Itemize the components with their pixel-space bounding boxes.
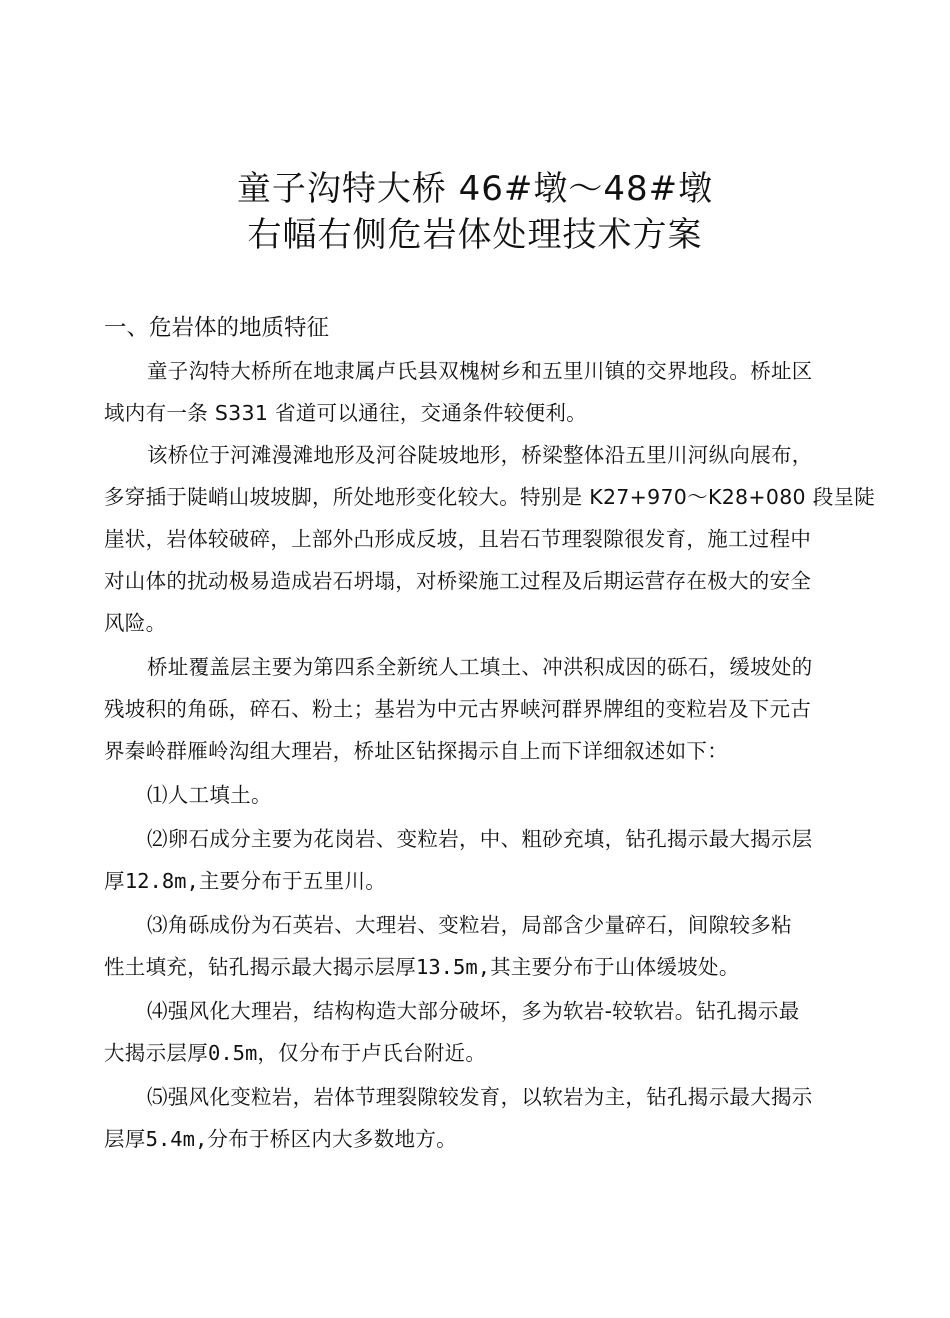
list-item-2-line-2 <box>104 867 386 895</box>
paragraph-2-line-2: 多穿插于陡峭山坡坡脚，所处地形变化较大。特别是 K27+970～K28+080 段呈陡 <box>104 485 876 509</box>
list-item-2-text-a: 厚 <box>104 869 125 893</box>
document-title-line-1: 童子沟特大桥 46#墩～48#墩 <box>236 169 714 209</box>
list-item-4-value: 0.5m <box>208 1041 258 1065</box>
paragraph-2-line-5: 风险。 <box>104 611 167 635</box>
list-item-3-line-1: ⑶角砾成份为石英岩、大理岩、变粒岩，局部含少量碎石，间隙较多粘 <box>147 913 792 937</box>
list-item-4-line-1: ⑷强风化大理岩，结构构造大部分破坏，多为软岩-较软岩。钻孔揭示最 <box>147 999 800 1023</box>
list-item-1: ⑴人工填土。 <box>147 783 272 807</box>
list-item-3-value: 13.5m, <box>416 955 491 979</box>
section-heading: 一、危岩体的地质特征 <box>104 315 330 341</box>
paragraph-3-line-2: 残坡积的角砾，碎石、粉土；基岩为中元古界峡河群界牌组的变粒岩及下元古 <box>104 697 812 721</box>
paragraph-3-line-1: 桥址覆盖层主要为第四系全新统人工填土、冲洪积成因的砾石，缓坡处的 <box>147 655 813 679</box>
list-item-5-line-2 <box>104 1125 457 1153</box>
list-item-2-value: 12.8m, <box>124 869 199 893</box>
list-item-3-line-2 <box>104 953 740 981</box>
list-item-5-line-1: ⑸强风化变粒岩，岩体节理裂隙较发育，以软岩为主，钻孔揭示最大揭示 <box>147 1085 813 1109</box>
document-title-line-2: 右幅右侧危岩体处理技术方案 <box>247 215 703 255</box>
list-item-5-text-a: 层厚 <box>104 1127 146 1151</box>
list-item-3-text-b: 其主要分布于山体缓坡处。 <box>490 955 740 979</box>
list-item-4-text-b: ，仅分布于卢氏台附近。 <box>257 1041 487 1065</box>
paragraph-1-line-2: 域内有一条 S331 省道可以通往，交通条件较便利。 <box>104 401 587 425</box>
list-item-5-value: 5.4m, <box>145 1127 208 1151</box>
paragraph-2-line-1: 该桥位于河滩漫滩地形及河谷陡坡地形，桥梁整体沿五里川河纵向展布， <box>147 443 813 467</box>
paragraph-1-line-1: 童子沟特大桥所在地隶属卢氏县双槐树乡和五里川镇的交界地段。桥址区 <box>147 359 813 383</box>
paragraph-2-line-4: 对山体的扰动极易造成岩石坍塌，对桥梁施工过程及后期运营存在极大的安全 <box>104 569 812 593</box>
list-item-2-text-b: 主要分布于五里川。 <box>198 869 387 893</box>
list-item-2-line-1: ⑵卵石成分主要为花岗岩、变粒岩，中、粗砂充填，钻孔揭示最大揭示层 <box>147 827 813 851</box>
list-item-4-text-a: 大揭示层厚 <box>104 1041 208 1065</box>
list-item-4-line-2 <box>104 1039 486 1067</box>
list-item-5-text-b: 分布于桥区内大多数地方。 <box>207 1127 457 1151</box>
paragraph-2-line-3: 崖状，岩体较破碎，上部外凸形成反坡，且岩石节理裂隙很发育，施工过程中 <box>104 527 812 551</box>
list-item-3-text-a: 性土填充，钻孔揭示最大揭示层厚 <box>104 955 416 979</box>
paragraph-3-line-3: 界秦岭群雁岭沟组大理岩，桥址区钻探揭示自上而下详细叙述如下： <box>104 739 728 763</box>
